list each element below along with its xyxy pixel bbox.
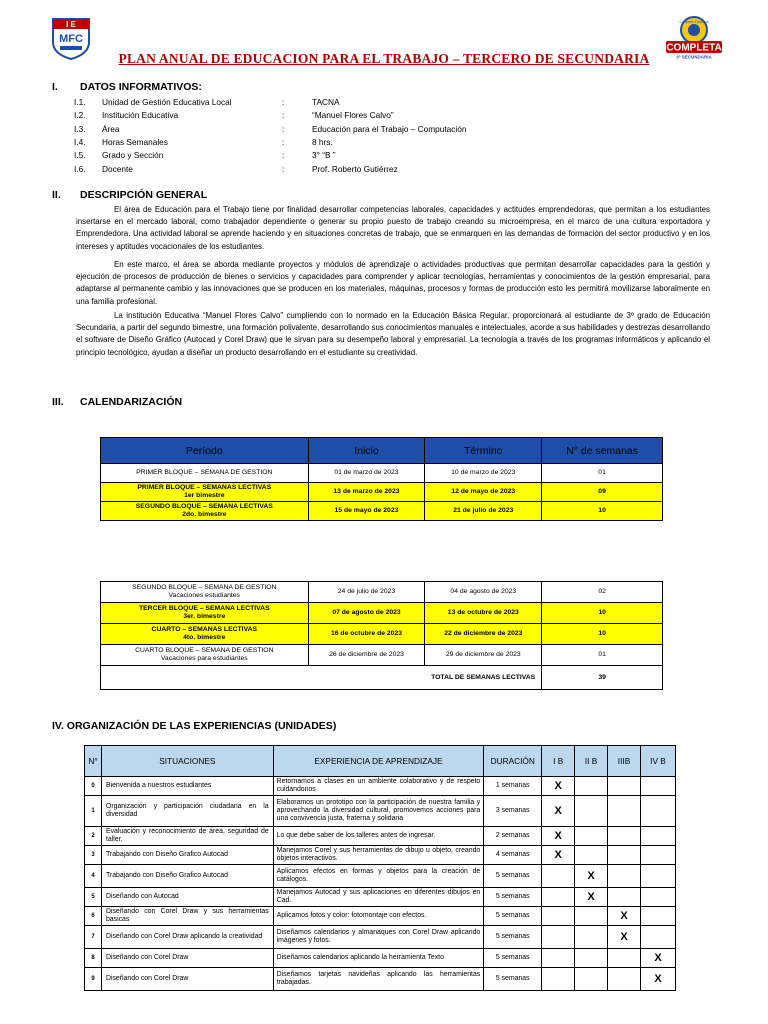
situation-cell: Diseñando con Autocad	[101, 888, 273, 907]
situation-cell: Diseñando con Corel Draw	[101, 949, 273, 968]
bimestre-2-cell	[575, 926, 608, 949]
bimestre-3-cell	[608, 888, 641, 907]
duration-cell: 1 semanas	[484, 777, 542, 796]
experience-row	[85, 846, 676, 865]
duration-cell: 3 semanas	[484, 796, 542, 827]
header-iiib: IIIB	[608, 746, 641, 777]
row-number: 0	[85, 777, 102, 796]
bimestre-1-cell: X	[542, 796, 575, 827]
period-subtitle: 2do. bimestre	[182, 511, 227, 518]
period-cell	[101, 464, 309, 483]
period-name: SEGUNDO BLOQUE – SEMANA DE GESTION	[132, 584, 277, 591]
info-separator: :	[282, 150, 285, 161]
bimestre-2-cell	[575, 846, 608, 865]
info-separator: :	[282, 123, 285, 134]
bimestre-4-cell	[640, 907, 675, 926]
info-value: TACNA	[312, 97, 340, 107]
situation-cell: Diseñando con Corel Draw aplicando la creatividad	[101, 926, 273, 949]
bimestre-4-cell	[640, 777, 675, 796]
end-date-cell: 13 de octubre de 2023	[425, 603, 542, 624]
header-duracion: DURACIÓN	[484, 746, 542, 777]
row-number: 2	[85, 827, 102, 846]
situation-cell: Evaluación y reconocimiento de área, seguridad de taller.	[101, 827, 273, 846]
description-paragraph-3: La institución Educativa “Manuel Flores Calvo” cumpliendo con lo normado en la Educación Básica Regular, proporcionará al estudiante de 3º grado de Educación Secundaria, a partir del segundo bimestre, una formación polivalente, desarrollando sus conocimientos manuales e intelectuales, acorde a sus habilidades y destrezas desarrollando el software de Diseño Gráfico (Autocad y Corel Draw) que le sirvan para su desempeño laboral y empresarial. La tecnología a través de los programas informáticos y aplicando el principio tecnológico, ayudan a diseñar un producto desarrollando en el estudiante su creatividad.	[76, 311, 710, 357]
bimestre-4-cell	[640, 796, 675, 827]
bimestre-4-cell	[640, 846, 675, 865]
experience-row	[85, 827, 676, 846]
bimestre-1-cell: X	[542, 846, 575, 865]
weeks-cell: 02	[542, 582, 663, 603]
weeks-cell: 01	[542, 464, 663, 483]
experience-cell: Manejamos Autocad y sus aplicaciones en diferentes dibujos en Cad.	[273, 888, 484, 907]
experience-row	[85, 926, 676, 949]
bimestre-4-cell	[640, 926, 675, 949]
experience-cell: Lo que debe saber de los talleres antes de ingresar.	[273, 827, 484, 846]
calendar-row	[101, 603, 663, 624]
section-3-heading	[52, 396, 352, 410]
bimestre-2-cell	[575, 968, 608, 991]
period-cell	[101, 645, 309, 666]
duration-cell: 5 semanas	[484, 888, 542, 907]
weeks-cell: 10	[542, 502, 663, 521]
bimestre-4-cell	[640, 888, 675, 907]
period-cell	[101, 502, 309, 521]
section-4-heading: IV. ORGANIZACIÓN DE LAS EXPERIENCIAS (UNIDADES)	[52, 720, 337, 732]
school-logo-top-text: I E	[66, 20, 76, 29]
row-number: 4	[85, 865, 102, 888]
experience-row	[85, 949, 676, 968]
experience-row	[85, 907, 676, 926]
end-date-cell: 29 de diciembre de 2023	[425, 645, 542, 666]
total-spacer	[101, 666, 309, 690]
bimestre-3-cell	[608, 796, 641, 827]
row-number: 1	[85, 796, 102, 827]
situation-cell: Diseñando con Corel Draw	[101, 968, 273, 991]
experience-row	[85, 968, 676, 991]
experience-cell: Retornamos a clases en un ambiente colaborativo y de respeto cuidandonos	[273, 777, 484, 796]
info-number: I.1.	[74, 97, 86, 107]
duration-cell: 5 semanas	[484, 926, 542, 949]
info-separator: :	[282, 97, 285, 107]
weeks-cell: 01	[542, 645, 663, 666]
end-date-cell: 22 de diciembre de 2023	[425, 624, 542, 645]
info-label: Área	[102, 123, 120, 134]
period-cell	[101, 603, 309, 624]
period-name: CUARTO BLOQUE – SEMANA DE GESTION	[135, 647, 274, 654]
period-subtitle: 3er. bimestre	[183, 613, 226, 620]
info-value: Prof. Roberto Gutiérrez	[312, 163, 398, 174]
row-number: 6	[85, 907, 102, 926]
calendar-row	[101, 624, 663, 645]
school-logo-mid-text: MFC	[59, 33, 83, 45]
info-value: Educación para el Trabajo – Computación	[312, 123, 467, 134]
calendar-row	[101, 645, 663, 666]
end-date-cell: 21 de julio de 2023	[425, 502, 542, 521]
start-date-cell: 07 de agosto de 2023	[308, 603, 425, 624]
calendar-row	[101, 582, 663, 603]
period-cell	[101, 624, 309, 645]
period-name: CUARTO – SEMANAS LECTIVAS	[151, 626, 258, 633]
carpeta-logo-bot-text: 3° SECUNDARIA	[676, 54, 712, 60]
start-date-cell: 15 de mayo de 2023	[308, 502, 425, 521]
info-label: Institución Educativa	[102, 110, 179, 121]
bimestre-2-cell: X	[575, 888, 608, 907]
section-2-number: II.	[52, 189, 61, 201]
info-label: Grado y Sección	[102, 150, 164, 161]
period-name: PRIMER BLOQUE – SEMANAS LECTIVAS	[137, 484, 272, 491]
bimestre-3-cell	[608, 777, 641, 796]
bimestre-2-cell: X	[575, 865, 608, 888]
header-iib: II B	[575, 746, 608, 777]
end-date-cell: 10 de marzo de 2023	[425, 464, 542, 483]
experience-cell: Elaboramos un prototipo con la participación de nuestra familia y aprovechando la diversidad cultural, promovemos acciones para una convivencia justa, fraterna y solidaria	[273, 796, 484, 827]
period-name: SEGUNDO BLOQUE – SEMANA LECTIVAS	[135, 503, 273, 510]
header-ib: I B	[542, 746, 575, 777]
info-value: 8 hrs.	[312, 136, 333, 147]
period-cell	[101, 582, 309, 603]
bimestre-1-cell: X	[542, 827, 575, 846]
bimestre-1-cell	[542, 949, 575, 968]
situation-cell: Trabajando con Diseño Grafico Autocad	[101, 865, 273, 888]
duration-cell: 5 semanas	[484, 907, 542, 926]
duration-cell: 5 semanas	[484, 968, 542, 991]
weeks-cell: 09	[542, 483, 663, 502]
description-paragraph-1: El área de Educación para el Trabajo tiene por finalidad desarrollar competencias laborales, capacidades y actitudes emprendedoras, que permitan a los estudiantes insertarse en el mercado laboral, como trabajador dependiente o generar su propio puesto de trabajo creando su microempresa, en el marco de una cultura exportadora y Emprendedora. Una actividad laboral se aprende haciendo y en situaciones concretas de trabajo, que se enmarquen en las demandas de formación del sector productivo y en los intereses y aptitudes vocacionales de los estudiantes.	[76, 205, 710, 251]
start-date-cell: 13 de marzo de 2023	[308, 483, 425, 502]
header-period: Período	[101, 438, 309, 464]
experience-row	[85, 888, 676, 907]
info-separator: :	[282, 110, 285, 121]
bimestre-4-cell: X	[640, 949, 675, 968]
header-experiencia: EXPERIENCIA DE APRENDIZAJE	[273, 746, 484, 777]
section-2-title: DESCRIPCIÓN GENERAL	[80, 189, 208, 201]
section-1-heading	[52, 81, 352, 95]
bimestre-4-cell	[640, 827, 675, 846]
header-ivb: IV B	[640, 746, 675, 777]
info-number: I.2.	[74, 110, 86, 121]
end-date-cell: 04 de agosto de 2023	[425, 582, 542, 603]
situation-cell: Trabajando con Diseño Grafico Autocad	[101, 846, 273, 865]
bimestre-3-cell	[608, 846, 641, 865]
row-number: 3	[85, 846, 102, 865]
experience-cell: Manejamos Corel y sus herramientas de dibujo u objeto, creando objetos interactivos.	[273, 846, 484, 865]
bimestre-1-cell	[542, 926, 575, 949]
info-label: Unidad de Gestión Educativa Local	[102, 97, 232, 107]
calendar-row	[101, 464, 663, 483]
section-1-number: I.	[52, 81, 58, 93]
bimestre-2-cell	[575, 796, 608, 827]
bimestre-1-cell: X	[542, 777, 575, 796]
header-end: Término	[425, 438, 542, 464]
bimestre-4-cell: X	[640, 968, 675, 991]
period-subtitle: 1er bimestre	[184, 492, 225, 499]
row-number: 7	[85, 926, 102, 949]
weeks-cell: 10	[542, 624, 663, 645]
experience-cell: Diseñamos calendarios y almanaques con Corel Draw aplicando imágenes y fotos.	[273, 926, 484, 949]
period-name: TERCER BLOQUE – SEMANA LECTIVAS	[138, 605, 270, 612]
section-3-title: CALENDARIZACIÓN	[80, 396, 183, 408]
duration-cell: 5 semanas	[484, 949, 542, 968]
bimestre-3-cell: X	[608, 926, 641, 949]
period-subtitle: 4to. bimestre	[183, 634, 226, 641]
row-number: 9	[85, 968, 102, 991]
bimestre-3-cell	[608, 827, 641, 846]
duration-cell: 2 semanas	[484, 827, 542, 846]
page-title: PLAN ANUAL DE EDUCACION PARA EL TRABAJO – TERCERO DE SECUNDARIA	[118, 51, 650, 66]
calendar-table-1	[100, 437, 663, 521]
bimestre-4-cell	[640, 865, 675, 888]
bimestre-3-cell	[608, 968, 641, 991]
situation-cell: Organización y participación ciudadana en la diversidad	[101, 796, 273, 827]
description-paragraph-2: En este marco, el área se aborda mediante proyectos y módulos de aprendizaje o actividades productivas que permitan desarrollar capacidades para la gestión y ejecución de procesos de producción de bienes o servicios y capacidades para comprender y aplicar tecnologías, herramientas y conocimientos de la gestión empresarial, para adaptarse al permanente cambio y las innovaciones que se producen en los materiales, máquinas, procesos y formas de producción esto les permitirá movilizarse laboralmente en una familia profesional.	[76, 260, 710, 306]
bimestre-2-cell	[575, 949, 608, 968]
bimestre-2-cell	[575, 907, 608, 926]
experience-row	[85, 777, 676, 796]
weeks-cell: 10	[542, 603, 663, 624]
experience-row	[85, 796, 676, 827]
row-number: 8	[85, 949, 102, 968]
experience-cell: Diseñamos calendarios aplicando la herramienta Texto	[273, 949, 484, 968]
bimestre-3-cell: X	[608, 907, 641, 926]
bimestre-1-cell	[542, 907, 575, 926]
period-name: PRIMER BLOQUE – SEMANA DE GESTION	[136, 469, 273, 476]
bimestre-1-cell	[542, 968, 575, 991]
info-separator: :	[282, 163, 285, 174]
section-3-number: III.	[52, 396, 64, 408]
start-date-cell: 16 de octubre de 2023	[308, 624, 425, 645]
section-2-heading	[52, 189, 352, 203]
total-label: TOTAL DE SEMANAS LECTIVAS	[308, 666, 542, 690]
period-subtitle: Vacaciones estudiantes	[168, 592, 240, 599]
bimestre-2-cell	[575, 827, 608, 846]
bimestre-3-cell	[608, 949, 641, 968]
row-number: 5	[85, 888, 102, 907]
start-date-cell: 26 de diciembre de 2023	[308, 645, 425, 666]
experience-cell: Aplicamos efectos en formas y objetos para la creación de catálogos.	[273, 865, 484, 888]
experience-row	[85, 865, 676, 888]
info-number: I.3.	[74, 123, 86, 134]
calendar-row	[101, 483, 663, 502]
duration-cell: 5 semanas	[484, 865, 542, 888]
bimestre-2-cell	[575, 777, 608, 796]
info-number: I.5.	[74, 150, 86, 161]
experiences-table	[84, 745, 676, 991]
carpeta-logo-mid-text: COMPLETA	[666, 42, 722, 54]
info-value: “Manuel Flores Calvo”	[312, 110, 394, 121]
start-date-cell: 01 de marzo de 2023	[308, 464, 425, 483]
period-cell	[101, 483, 309, 502]
experience-cell: Aplicamos fotos y color: fotomontaje con efectos.	[273, 907, 484, 926]
bimestre-1-cell	[542, 888, 575, 907]
info-number: I.4.	[74, 136, 86, 147]
bimestre-3-cell	[608, 865, 641, 888]
total-value: 39	[542, 666, 663, 690]
experience-cell: Diseñamos tarjetas navideñas aplicando las herramientas trabajadas.	[273, 968, 484, 991]
header-situaciones: SITUACIONES	[101, 746, 273, 777]
end-date-cell: 12 de mayo de 2023	[425, 483, 542, 502]
start-date-cell: 24 de julio de 2023	[308, 582, 425, 603]
info-number: I.6.	[74, 163, 86, 174]
duration-cell: 4 semanas	[484, 846, 542, 865]
bimestre-1-cell	[542, 865, 575, 888]
header-number: N°	[85, 746, 102, 777]
info-label: Docente	[102, 163, 133, 174]
header-weeks: N° de semanas	[542, 438, 663, 464]
calendar-row	[101, 502, 663, 521]
period-subtitle: Vacaciones para estudiantes	[160, 655, 248, 662]
carpeta-logo-top-text: Carpeta Técnica	[679, 19, 709, 24]
info-label: Horas Semanales	[102, 136, 168, 147]
situation-cell: Bienvenida a nuestros estudiantes	[101, 777, 273, 796]
situation-cell: Diseñando con Corel Draw y sus herramientas basicas	[101, 907, 273, 926]
info-separator: :	[282, 136, 285, 147]
calendar-table-2	[100, 581, 663, 690]
header-start: Inicio	[308, 438, 425, 464]
info-value: 3° “B ”	[312, 150, 336, 161]
section-1-title: DATOS INFORMATIVOS:	[80, 81, 202, 93]
